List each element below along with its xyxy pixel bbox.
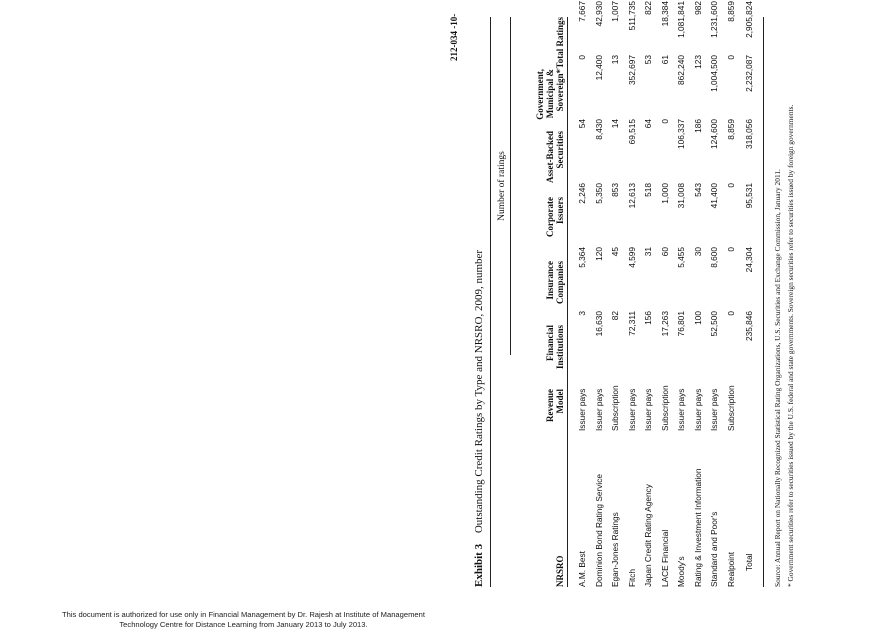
table-row [690, 1, 707, 587]
rating-count: 45 [610, 247, 621, 257]
col-header-line: Securities [555, 131, 565, 169]
rating-count: 82 [610, 311, 621, 321]
table-body [574, 1, 758, 587]
exhibit-title [473, 250, 485, 587]
table-row [624, 1, 641, 587]
rating-count: 3 [577, 311, 588, 316]
rating-count: 41,400 [709, 183, 720, 209]
col-header-line: Total Ratings [555, 17, 565, 69]
rating-count: 2,246 [577, 183, 588, 204]
rating-count: 8,430 [593, 119, 604, 140]
col-header-asset-backed-securities [545, 131, 565, 195]
revenue-model-cell: Issuer pays [626, 388, 637, 431]
col-header-insurance-companies [545, 261, 565, 323]
footnote: * Government securities refer to securities issued by the U.S. federal and state governments. Sovereign securities refer to securities issued by foreign governments. [786, 104, 795, 587]
top-rule [490, 17, 491, 587]
rating-count: 72,311 [626, 311, 637, 336]
table-row [640, 1, 657, 587]
exhibit-label: Exhibit 3 [473, 543, 485, 587]
rating-count: 5,364 [577, 247, 588, 268]
rating-count: 31,008 [676, 183, 687, 209]
rating-count: 4,599 [626, 247, 637, 268]
table-row [607, 1, 624, 587]
nrsro-name: Fitch [626, 569, 637, 587]
header-rule [567, 17, 568, 587]
group-header: Number of ratings [497, 151, 507, 221]
col-header-line: Asset-Backed [545, 131, 555, 183]
rating-count: 853 [610, 183, 621, 197]
rating-count: 61 [659, 55, 670, 65]
revenue-model-cell: Subscription [725, 385, 736, 431]
col-header-line: Issuers [555, 197, 565, 225]
rating-count: 53 [643, 55, 654, 65]
table-row [706, 1, 723, 587]
authorization-footer [0, 610, 487, 630]
nrsro-name: Moody's [676, 556, 687, 587]
col-header-corporate-issuers [545, 197, 565, 259]
rating-count: 123 [692, 55, 703, 69]
nrsro-name: Dominion Bond Rating Service [593, 474, 604, 587]
footer-line-1: This document is authorized for use only in Financial Management by Dr. Rajesh at Institute of Management [61, 610, 425, 619]
col-header-line: Institutions [555, 325, 565, 370]
rating-count: 14 [610, 119, 621, 129]
nrsro-name: Rating & Investment Information [692, 468, 703, 587]
rating-count: 518 [643, 183, 654, 197]
rating-count: 543 [692, 183, 703, 197]
total-row [739, 1, 758, 587]
exhibit-title-text: Outstanding Credit Ratings by Type and NRSRO, 2009, number [473, 249, 485, 534]
rating-count: 24,304 [744, 247, 755, 273]
rating-count: 822 [643, 1, 654, 15]
rating-count: 7,667 [577, 1, 588, 22]
rating-count: 186 [692, 119, 703, 133]
col-header-line: Municipal & [545, 69, 555, 119]
col-header-line: Model [555, 389, 565, 414]
rating-count: 17,263 [659, 311, 670, 337]
rating-count: 0 [577, 55, 588, 60]
rating-count: 2,232,087 [744, 55, 755, 92]
rating-count: 0 [725, 247, 736, 252]
rating-count: 52,500 [709, 311, 720, 337]
revenue-model-cell: Issuer pays [643, 388, 654, 431]
rating-count: 95,531 [744, 183, 755, 209]
rating-count: 1,231,600 [709, 1, 720, 38]
rating-count: 511,735 [626, 1, 637, 31]
rating-count: 124,600 [709, 119, 720, 149]
nrsro-name: Egan-Jones Ratings [610, 512, 621, 587]
rating-count: 5,350 [593, 183, 604, 204]
revenue-model-cell: Issuer pays [577, 388, 588, 431]
page-code: 212-034 -10- [449, 13, 459, 61]
rating-count: 12,613 [626, 183, 637, 209]
rating-count: 0 [725, 183, 736, 188]
revenue-model-cell: Issuer pays [709, 388, 720, 431]
rating-count: 5,455 [676, 247, 687, 268]
col-header-line: Financial [545, 325, 555, 362]
rating-count: 1,007 [610, 1, 621, 22]
rating-count: 30 [692, 247, 703, 257]
col-header-line: Government, [535, 69, 545, 120]
revenue-model-cell: Issuer pays [692, 388, 703, 431]
rating-count: 54 [577, 119, 588, 129]
rating-count: 12,400 [593, 55, 604, 81]
rating-count: 318,056 [744, 119, 755, 149]
col-header-line: Companies [555, 261, 565, 305]
col-header-line: Revenue [545, 389, 555, 422]
rating-count: 0 [659, 119, 670, 124]
rating-count: 31 [643, 247, 654, 257]
col-header-revenue-model [545, 389, 565, 445]
table-row [657, 1, 674, 587]
col-header-nrsro [555, 507, 565, 587]
rating-count: 18,384 [659, 1, 670, 27]
nrsro-name: Total [744, 553, 755, 571]
rating-count: 156 [643, 311, 654, 325]
rating-count: 862,240 [676, 55, 687, 85]
rating-count: 235,846 [744, 311, 755, 341]
rating-count: 64 [643, 119, 654, 129]
rating-count: 60 [659, 247, 670, 257]
revenue-model-cell: Issuer pays [593, 388, 604, 431]
rating-count: 8,600 [709, 247, 720, 268]
rating-count: 106,337 [676, 119, 687, 149]
rotated-page [443, 0, 883, 595]
rating-count: 100 [692, 311, 703, 325]
col-header-line: NRSRO [555, 555, 565, 587]
rating-count: 120 [593, 247, 604, 261]
revenue-model-cell: Subscription [659, 385, 670, 431]
nrsro-name: Realpoint [725, 551, 736, 587]
col-header-line: Sovereign* [555, 69, 565, 112]
rating-count: 8,859 [725, 1, 736, 22]
table-row [591, 1, 608, 587]
revenue-model-cell: Subscription [610, 385, 621, 431]
rating-count: 42,930 [593, 1, 604, 27]
table-row [673, 1, 690, 587]
col-header-line: Corporate [545, 197, 555, 237]
rating-count: 1,000 [659, 183, 670, 204]
ratings-table [574, 1, 758, 587]
rating-count: 352,697 [626, 55, 637, 85]
rating-count: 76,801 [676, 311, 687, 337]
rating-count: 1,004,500 [709, 55, 720, 92]
rating-count: 0 [725, 55, 736, 60]
rating-count: 8,859 [725, 119, 736, 140]
group-rule [510, 17, 511, 355]
table-row [574, 1, 591, 587]
rating-count: 69,515 [626, 119, 637, 145]
source-note: Source: Annual Report on Nationally Recognized Statistical Rating Organizations, U.S. Securities and Exchange Commission, January 2011. [773, 169, 782, 587]
nrsro-name: Japan Credit Rating Agency [643, 484, 654, 587]
rating-count: 2,905,824 [744, 1, 755, 38]
revenue-model-cell: Issuer pays [676, 388, 687, 431]
footer-line-2: Technology Centre for Distance Learning from January 2013 to July 2013. [119, 620, 368, 629]
rating-count: 0 [725, 311, 736, 316]
table-row [723, 1, 740, 587]
rating-count: 982 [692, 1, 703, 15]
nrsro-name: A.M. Best [577, 551, 588, 587]
rating-count: 16,630 [593, 311, 604, 337]
bottom-rule [763, 17, 764, 587]
revenue-model-cell [739, 373, 758, 431]
rating-count: 1,081,841 [676, 1, 687, 38]
nrsro-name: LACE Financial [659, 529, 670, 587]
col-header-line: Insurance [545, 261, 555, 300]
col-header-total-ratings [555, 17, 565, 79]
nrsro-name: Standard and Poor's [709, 511, 720, 587]
rating-count: 13 [610, 55, 621, 65]
col-header-financial-institutions [545, 325, 565, 385]
